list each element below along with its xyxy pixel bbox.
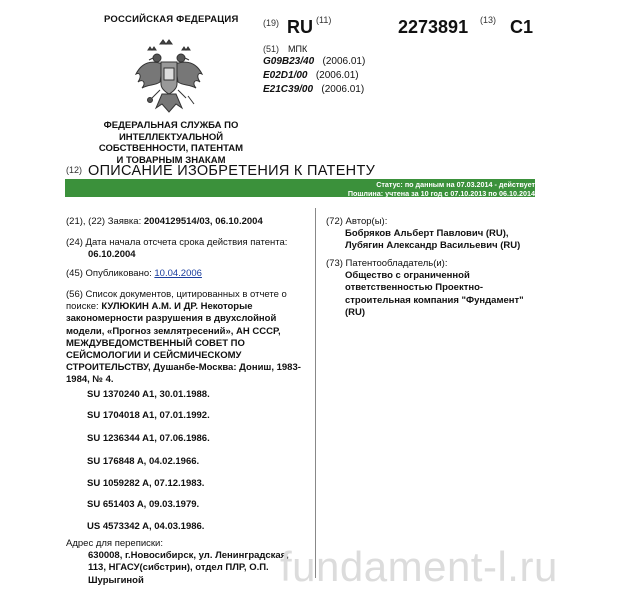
document-kind: C1 (510, 17, 534, 37)
address-label: Адрес для переписки: (66, 538, 164, 549)
column-divider (315, 208, 316, 578)
citation-item: US 4573342 A, 04.03.1986. (87, 521, 205, 532)
status-text: Статус: по данным на 07.03.2014 - действует (376, 180, 535, 189)
patent-holder-field: (73) Патентообладатель(и): Общество с ограниченной ответственностью Проектно-строительная компания "Фундамент" (RU) (326, 258, 536, 319)
term-start-field: (24) Дата начала отсчета срока действия патента: 06.10.2004 (66, 237, 288, 261)
citation-item: SU 1059282 A, 07.12.1983. (87, 478, 205, 489)
document-type-title: ОПИСАНИЕ ИЗОБРЕТЕНИЯ К ПАТЕНТУ (88, 163, 376, 179)
citation-item: SU 1236344 A1, 07.06.1986. (87, 433, 210, 444)
ipc-class: G09B23/40 (2006.01) (263, 56, 366, 67)
watermark: fundament-l.ru (280, 543, 558, 590)
inid-code-13: (13) (480, 15, 497, 25)
citation-item: SU 651403 A, 09.03.1979. (87, 499, 200, 510)
inid-code-12: (12) (66, 165, 83, 175)
citation-item: SU 1704018 A1, 07.01.1992. (87, 410, 210, 421)
publication-date-link[interactable]: 10.04.2006 (154, 268, 202, 279)
inid-code-51: (51) (263, 44, 280, 54)
references-field: (56) Список документов, цитированных в отчете о поиске: КУЛЮКИН А.М. И ДР. Некоторые закономерности разрушения в двухслойной модели, «Прогноз землятресений», АН СССР, МЕЖДУВЕДОМСТВЕННЫЙ СОВЕТ ПО СЕЙСМОЛОГИИ И СЕЙСМИЧЕСКОМУ СТРОИТЕЛЬСТВУ, Душанбе-Москва: Дониш, 1983-1984, № 4. (66, 289, 301, 386)
ipc-class: E21C39/00 (2006.01) (263, 84, 365, 95)
correspondence-address (66, 538, 306, 587)
russian-emblem-icon (130, 38, 208, 116)
authors-value: Бобряков Альберт Павлович (RU), Лубягин Александр Васильевич (RU) (345, 228, 521, 252)
inid-code-19: (19) (263, 18, 280, 28)
citation-item: SU 176848 A, 04.02.1966. (87, 456, 200, 467)
patent-number: 2273891 (398, 17, 469, 37)
mpk-label: МПК (288, 44, 308, 54)
country-name: РОССИЙСКАЯ ФЕДЕРАЦИЯ (104, 14, 239, 25)
country-code: RU (287, 17, 313, 37)
citation-item: SU 1370240 A1, 30.01.1988. (87, 389, 210, 400)
agency-name: ФЕДЕРАЛЬНАЯ СЛУЖБА ПО ИНТЕЛЛЕКТУАЛЬНОЙ СОБСТВЕННОСТИ, ПАТЕНТАМ И ТОВАРНЫМ ЗНАКАМ (98, 120, 244, 166)
fee-status-text: Пошлина: учтена за 10 год с 07.10.2013 по 06.10.2014 (347, 189, 535, 198)
patent-holder-value: Общество с ограниченной ответственностью Проектно-строительная компания "Фундамент" (RU) (345, 270, 524, 318)
published-field: (45) Опубликовано: 10.04.2006 (66, 268, 202, 279)
inid-code-11: (11) (316, 15, 332, 25)
ipc-class: E02D1/00 (2006.01) (263, 70, 359, 81)
address-text: 630008, г.Новосибирск, ул. Ленинградская, 113, НГАСУ(сибстрин), отдел ПЛР, О.П. Шурыгиной (88, 550, 289, 586)
application-field: (21), (22) Заявка: 2004129514/03, 06.10.2004 (66, 216, 263, 227)
authors-field: (72) Автор(ы): Бобряков Альберт Павлович (RU), Лубягин Александр Васильевич (RU) (326, 216, 536, 253)
